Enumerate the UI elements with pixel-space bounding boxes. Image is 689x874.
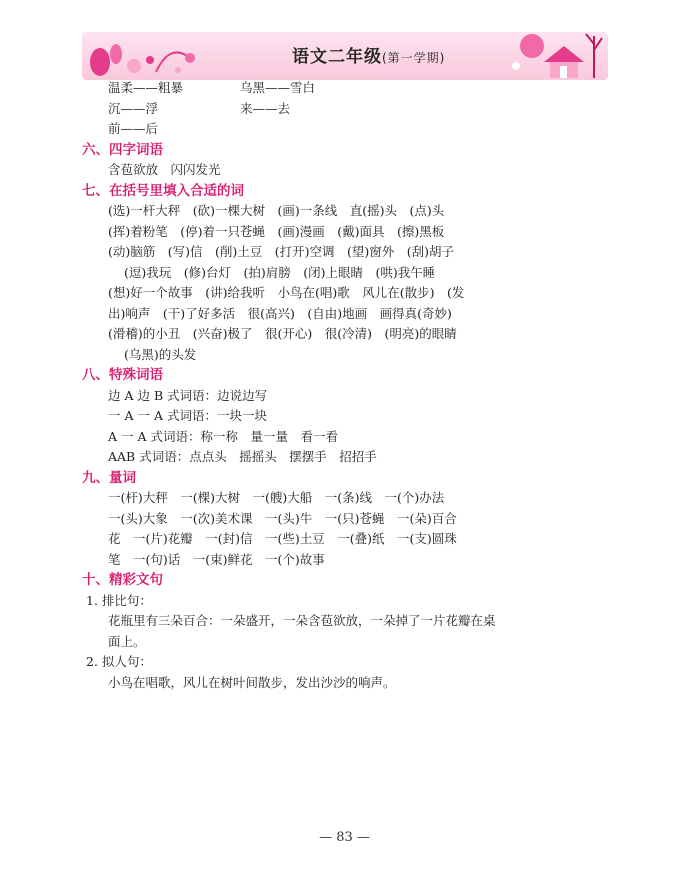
text-line: (乌黑)的头发 xyxy=(124,346,197,362)
antonym-pair: 沉——浮 xyxy=(108,100,159,116)
page-title xyxy=(292,42,445,67)
page-number: — 83 — xyxy=(319,830,370,845)
antonym-pair: 温柔——粗暴 xyxy=(108,80,184,95)
antonym-row xyxy=(82,99,612,120)
page-content xyxy=(82,78,612,693)
section-heading: 六、四字词语 xyxy=(82,141,163,158)
text-line: 一(头)大象 一(次)美术课 一(头)牛 一(只)苍蝇 一(朵)百合 xyxy=(108,510,457,526)
question-label: 1. 排比句： xyxy=(86,592,152,608)
section-body xyxy=(82,201,612,365)
antonym-pair: 来——去 xyxy=(240,100,291,116)
flower-decoration-icon xyxy=(86,28,206,80)
question-label: 2. 拟人句： xyxy=(86,654,152,669)
house-decoration-icon xyxy=(502,22,608,80)
text-line: AAB 式词语：点点头 摇摇头 摆摆手 招招手 xyxy=(108,449,377,464)
antonym-row xyxy=(82,119,612,140)
section-heading: 八、特殊词语 xyxy=(82,367,163,383)
text-line: (选)一杆大秤 (砍)一棵大树 (画)一条线 直(摇)头 (点)头 xyxy=(108,203,445,218)
text-line: 边 A 边 B 式词语：边说边写 xyxy=(108,387,268,403)
section-heading: 九、量词 xyxy=(82,469,136,486)
text-line: 一(杆)大秤 一(棵)大树 一(艘)大船 一(条)线 一(个)办法 xyxy=(108,490,445,505)
text-line: 花 一(片)花瓣 一(封)信 一(些)土豆 一(叠)纸 一(支)圆珠 xyxy=(108,531,457,546)
text-line: (逗)我玩 (修)台灯 (拍)肩膀 (闭)上眼睛 (哄)我午睡 xyxy=(124,264,436,280)
antonym-row xyxy=(82,78,612,99)
section-body xyxy=(82,488,612,570)
section-heading: 七、在括号里填入合适的词 xyxy=(82,182,244,199)
section-body xyxy=(82,386,612,468)
antonym-pair: 前——后 xyxy=(108,121,159,136)
text-line: 花瓶里有三朵百合：一朵盛开，一朵含苞欲放，一朵掉了一片花瓣在桌 xyxy=(108,613,496,628)
section-heading: 十、精彩文句 xyxy=(82,572,163,588)
antonym-pair: 乌黑——雪白 xyxy=(240,80,316,95)
title-text: 语文二年级 xyxy=(292,47,382,67)
page-header xyxy=(82,18,608,80)
text-line: (想)好一个故事 (讲)给我听 小鸟在(唱)歌 风儿在(散步) (发 xyxy=(108,285,465,300)
text-line: 出)响声 (干)了好多活 很(高兴) (自由)地画 画得真(奇妙) xyxy=(108,305,452,321)
text-line: 一 A 一 A 式词语：一块一块 xyxy=(108,408,267,423)
text-line: (挥)着粉笔 (停)着一只苍蝇 (画)漫画 (戴)面具 (擦)黑板 xyxy=(108,223,445,239)
text-line: 笔 一(句)话 一(束)鲜花 一(个)故事 xyxy=(108,551,325,567)
text-line: 含苞欲放 闪闪发光 xyxy=(108,162,221,177)
text-line: 小鸟在唱歌，风儿在树叶间散步，发出沙沙的响声。 xyxy=(108,674,396,690)
text-line: 面上。 xyxy=(108,633,146,649)
text-line: (滑稽)的小丑 (兴奋)极了 很(开心) 很(冷清) (明亮)的眼睛 xyxy=(108,326,457,341)
text-line: A 一 A 式词语：称一称 量一量 看一看 xyxy=(108,428,338,444)
text-line: (动)脑筋 (写)信 (削)土豆 (打开)空调 (望)窗外 (刮)胡子 xyxy=(108,244,455,259)
title-subtitle: (第一学期) xyxy=(382,51,446,65)
